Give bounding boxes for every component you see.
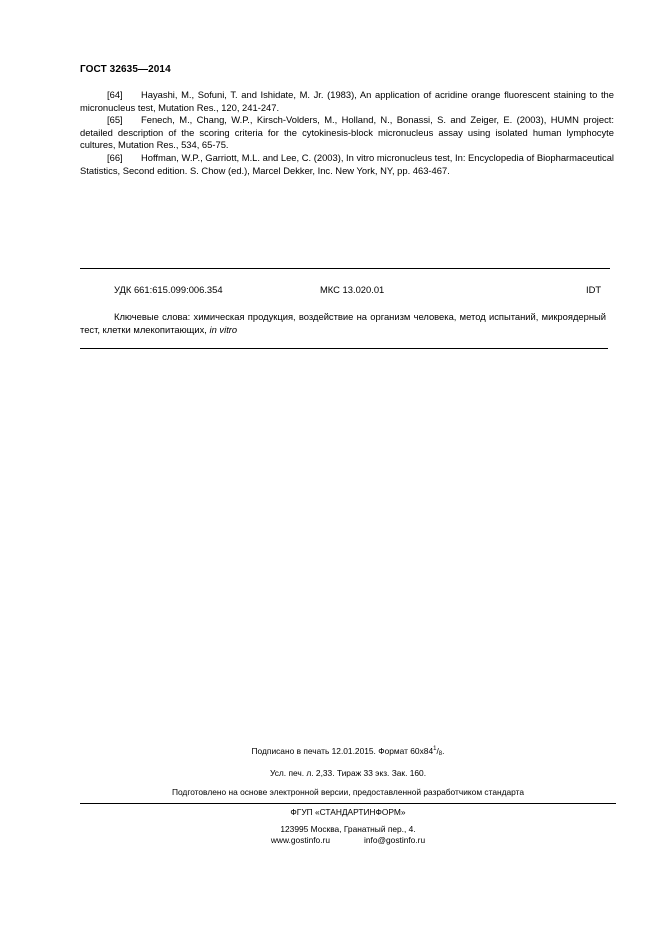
website-link[interactable]: www.gostinfo.ru [270, 835, 330, 845]
divider-top [80, 268, 610, 269]
reference-text: Hoffman, W.P., Garriott, M.L. and Lee, C. (2003), In vitro micronucleus test, In: Encyclopedia of Biopharmaceutical Statistics, Second edition. S. Chow (ed.), Marcel Dekker, Inc. New York, NY, pp. 463-467. [80, 151, 614, 176]
imprint-contacts [80, 835, 616, 845]
reference-item [80, 114, 614, 152]
reference-number: [65] [107, 114, 123, 126]
keywords-italic: in vitro [209, 324, 238, 335]
reference-number: [64] [107, 89, 123, 100]
imprint-publisher: ФГУП «СТАНДАРТИНФОРМ» [290, 807, 406, 817]
imprint-print-sheets: Усл. печ. л. 2,33. Тираж 33 экз. Зак. 160. [269, 768, 427, 778]
email-link[interactable]: info@gostinfo.ru [364, 835, 426, 845]
standard-header: ГОСТ 32635—2014 [80, 64, 171, 75]
udk-code: УДК 661:615.099:006.354 [114, 284, 223, 295]
imprint-signed: Подписано в печать 12.01.2015. Формат $60x84^1/8$. [251, 746, 445, 757]
reference-text: Hayashi, M., Sofuni, T. and Ishidate, M. Jr. (1983), An application of acridine orange fluorescent staining to the micronucleus test, Mutation Res., 120, 241-247. [80, 89, 614, 113]
imprint-prepared: Подготовлено на основе электронной версии, предоставленной разработчиком стандарта [171, 787, 525, 797]
reference-number: [66] [107, 151, 123, 163]
divider-bottom [80, 803, 616, 804]
reference-text: Fenech, M., Chang, W.P., Kirsch-Volders, M., Holland, N., Bonassi, S. and Zeiger, E. (2003), HUMN project: detailed description of the scoring criteria for the cytokinesis-block micronucleus assay using isolated human lymphocyte cultures, Mutation Res., 534, 65-75. [80, 114, 614, 151]
keywords-paragraph [80, 310, 606, 336]
reference-list [80, 89, 614, 177]
imprint-address: 123995 Москва, Гранатный пер., 4. [280, 824, 416, 834]
reference-item [80, 152, 614, 177]
idt-label: IDT [586, 284, 602, 295]
divider-middle [80, 348, 608, 349]
reference-item [80, 89, 614, 114]
keywords-text: Ключевые слова: химическая продукция, воздействие на организм человека, метод испытаний, микроядерный тест, клетки млекопитающих, [80, 311, 606, 335]
mks-code: МКС 13.020.01 [320, 284, 385, 295]
